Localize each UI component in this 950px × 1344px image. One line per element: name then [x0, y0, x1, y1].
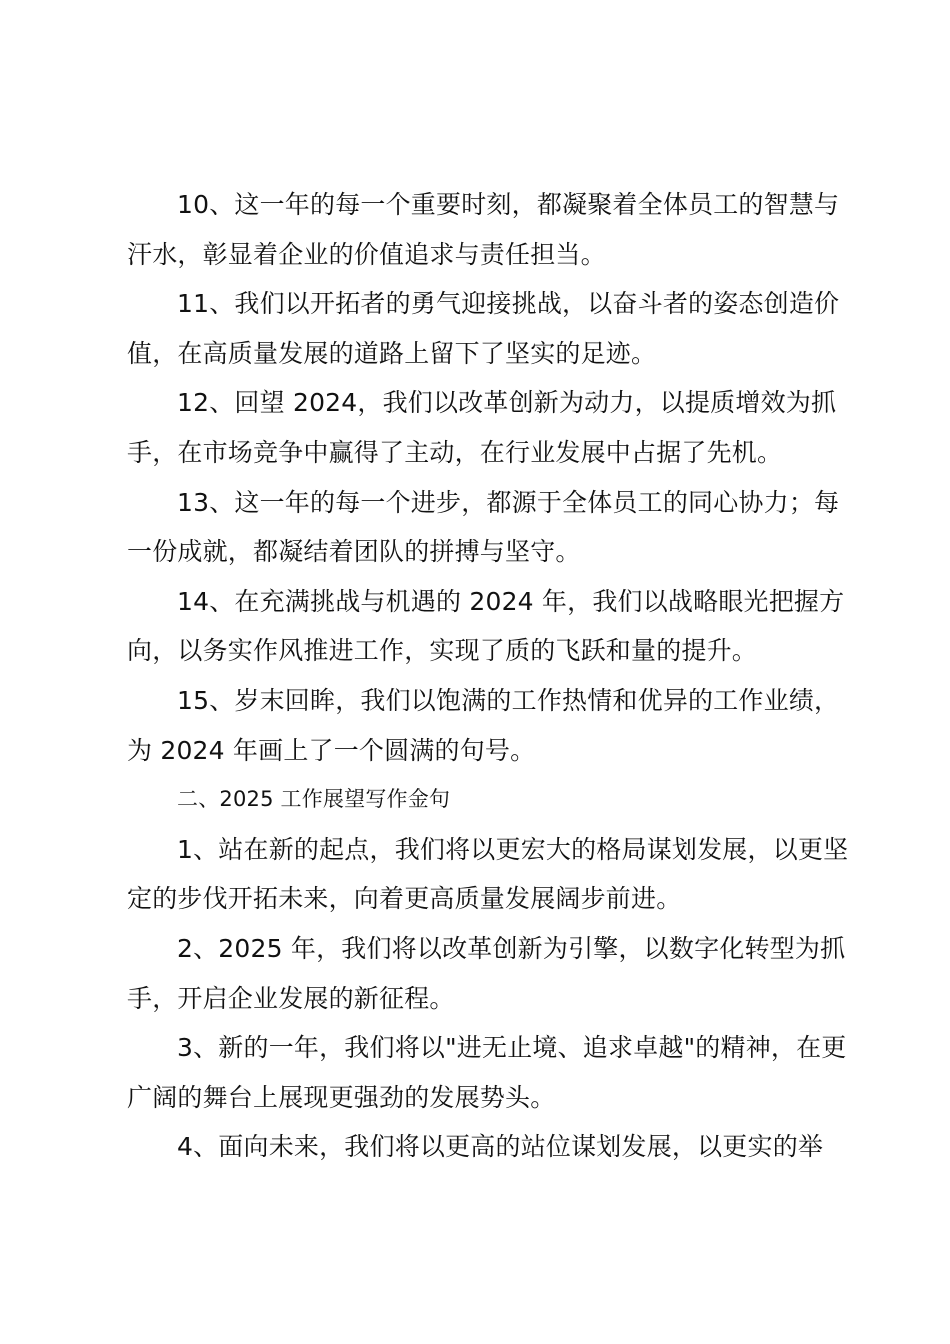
- paragraph-3: 3、新的一年，我们将以"进无止境、追求卓越"的精神，在更广阔的舞台上展现更强劲的发展势头。: [127, 1033, 847, 1112]
- paragraph-4: 4、面向未来，我们将以更高的站位谋划发展，以更实的举: [177, 1132, 824, 1162]
- paragraph-10: 10、这一年的每一个重要时刻，都凝聚着全体员工的智慧与汗水，彰显着企业的价值追求与责任担当。: [127, 190, 840, 269]
- document-body: [127, 180, 852, 1172]
- paragraph-13: 13、这一年的每一个进步，都源于全体员工的同心协力；每一份成就，都凝结着团队的拼搏与坚守。: [127, 487, 840, 567]
- paragraph-2: 2、2025 年，我们将以改革创新为引擎，以数字化转型为抓手，开启企业发展的新征程。: [127, 933, 846, 1013]
- paragraph-11: 11、我们以开拓者的勇气迎接挑战，以奋斗者的姿态创造价值，在高质量发展的道路上留下了坚实的足迹。: [127, 289, 840, 368]
- paragraph-12: 12、回望 2024，我们以改革创新为动力，以提质增效为抓手，在市场竞争中赢得了主动，在行业发展中占据了先机。: [127, 388, 837, 467]
- paragraph-15: 15、岁末回眸，我们以饱满的工作热情和优异的工作业绩，为 2024 年画上了一个圆满的句号。: [127, 685, 840, 765]
- section-heading: 二、2025 工作展望写作金句: [177, 787, 451, 812]
- paragraph-1: 1、站在新的起点，我们将以更宏大的格局谋划发展，以更坚定的步伐开拓未来，向着更高质量发展阔步前进。: [127, 834, 849, 914]
- paragraph-14: 14、在充满挑战与机遇的 2024 年，我们以战略眼光把握方向，以务实作风推进工作，实现了质的飞跃和量的提升。: [127, 586, 845, 666]
